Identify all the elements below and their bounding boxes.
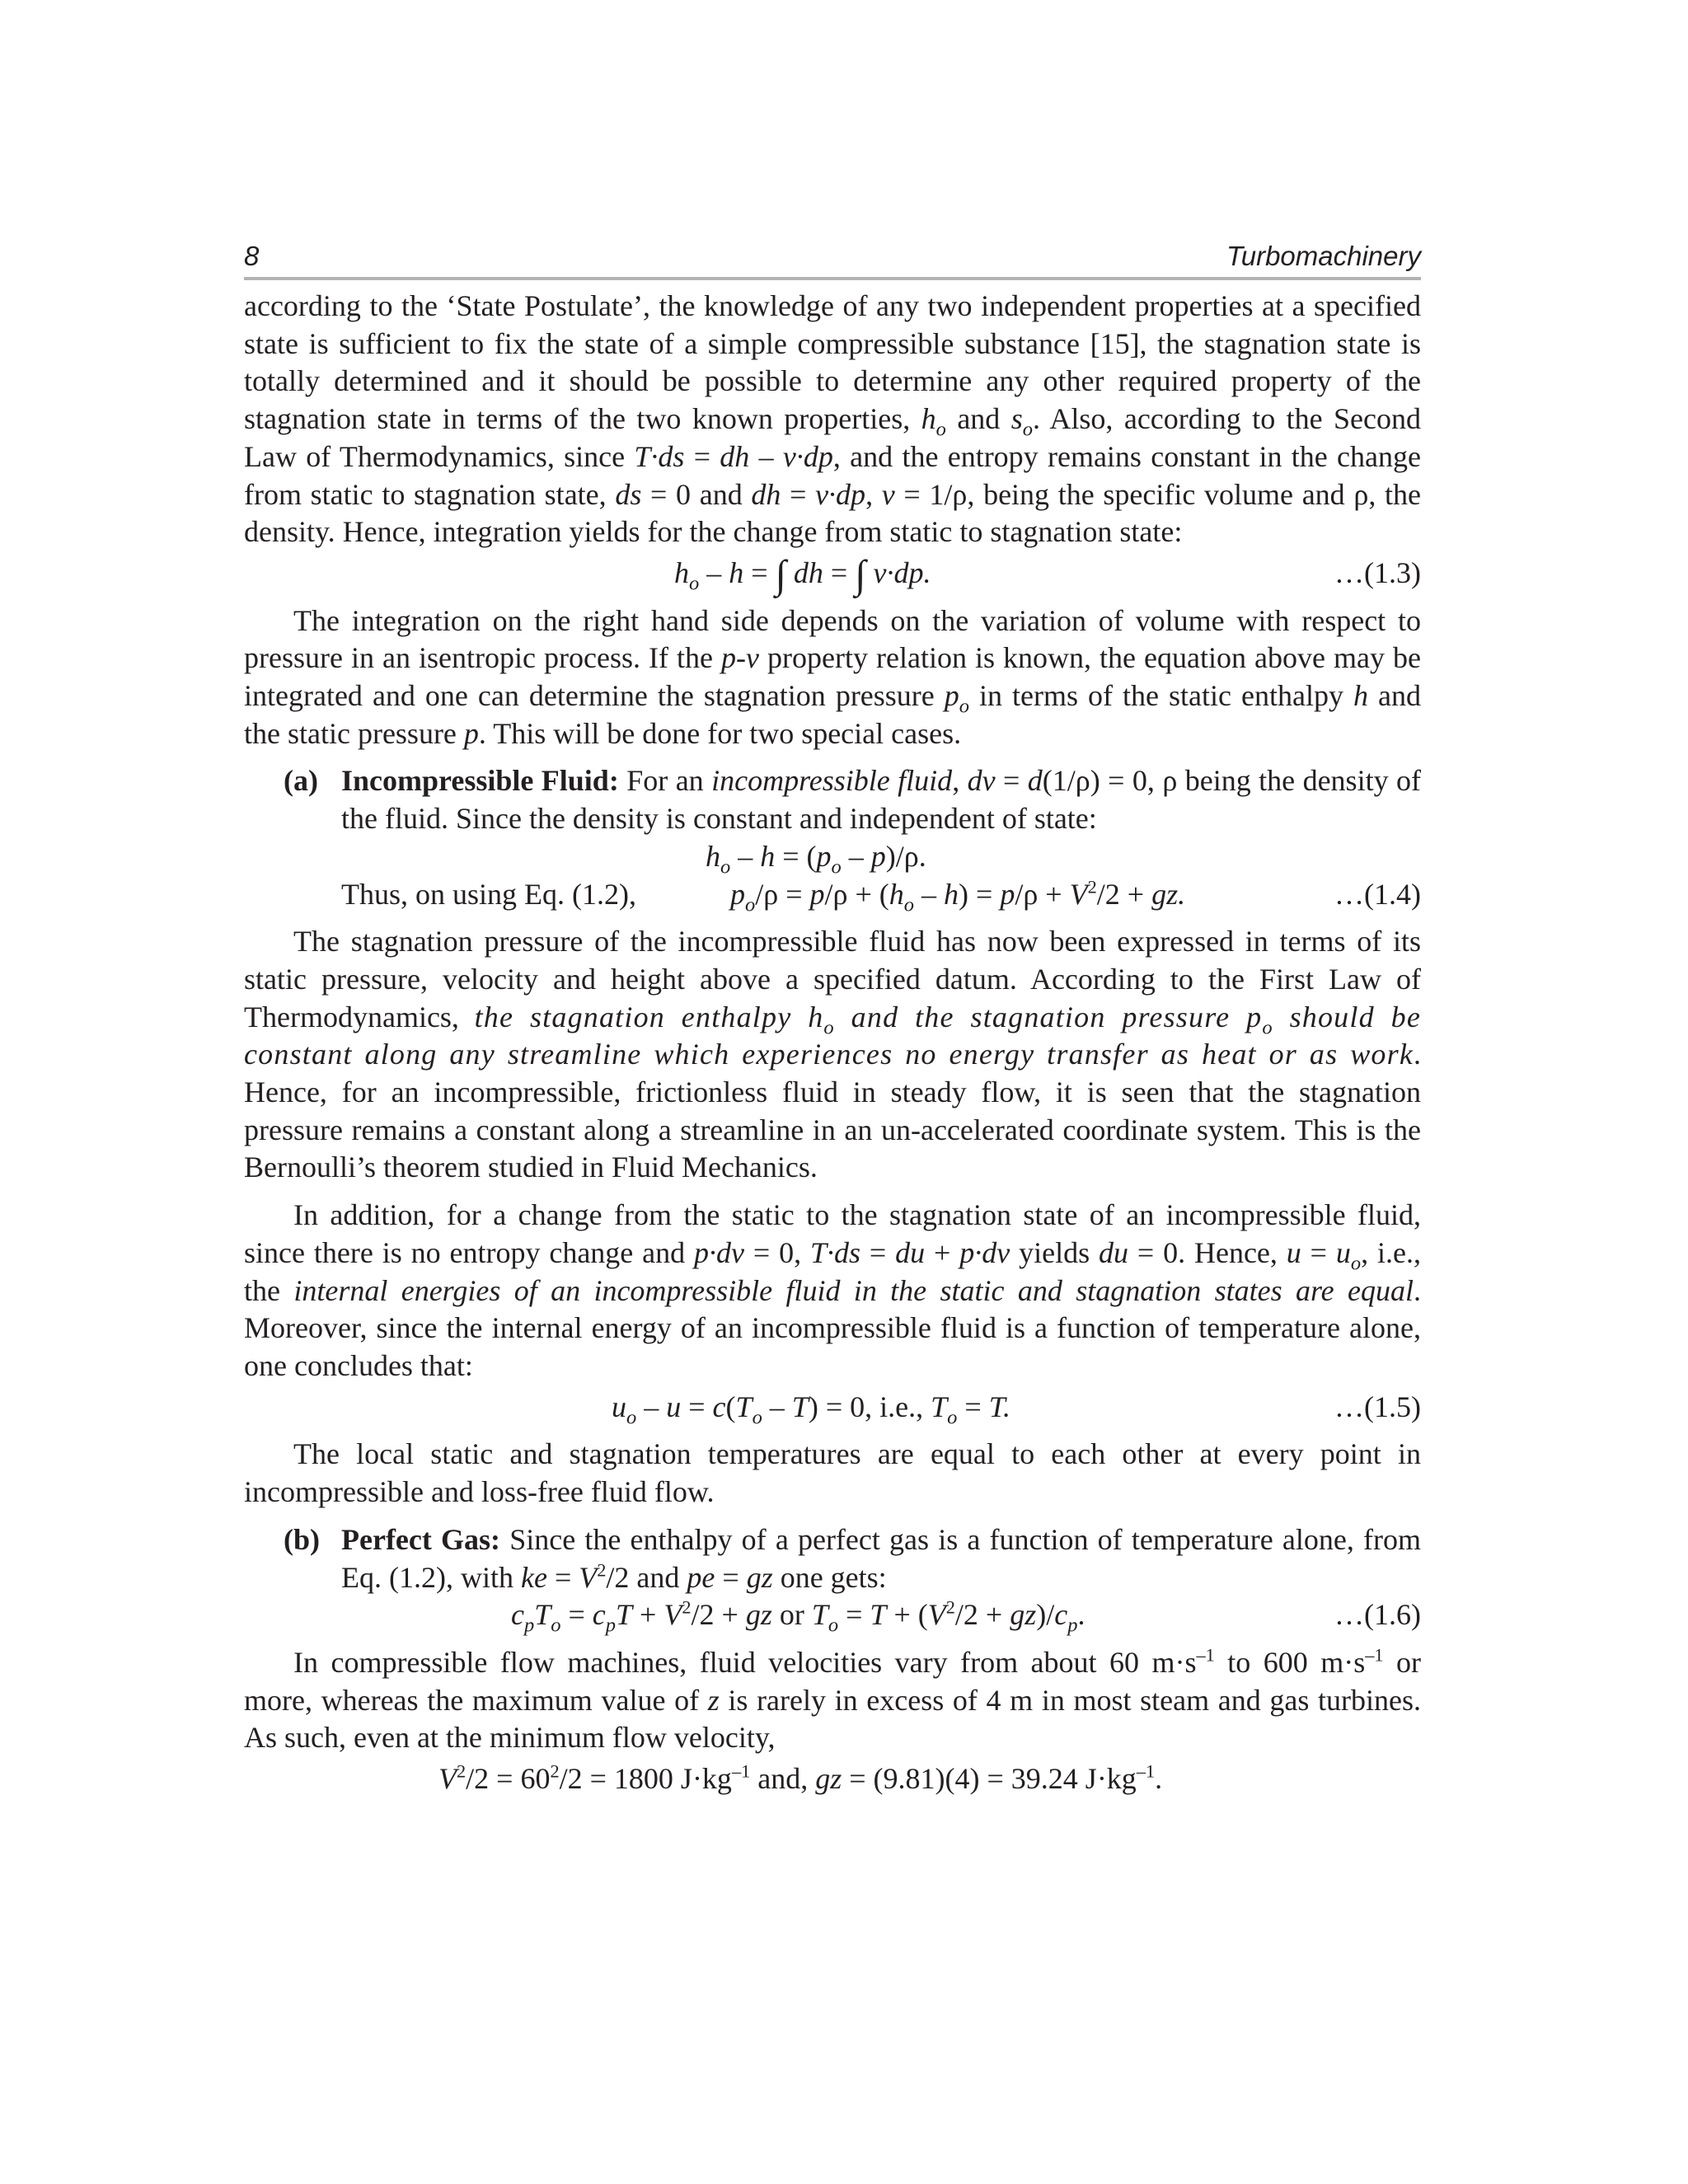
case-label: (a): [284, 764, 318, 798]
case-a-incompressible: (a) Incompressible Fluid: For an incompressible fluid, dv = d(1/ρ) = 0, ρ being the density of the fluid. Since the density is constant and independent of state: $h_o - h = (p_o - p)/\rho$. Thus, on using Eq. (1.2), $p_o/\rho = p/\rho + (h_o - h) = p/\rho + V^2/2$ + gz. …(1.4): [284, 764, 1421, 916]
integral-sign: ∫: [775, 551, 786, 597]
page-body: [244, 288, 1421, 1802]
header-rule: [244, 277, 1421, 280]
case-heading: Perfect Gas:: [341, 1522, 501, 1556]
page-number: 8: [244, 241, 260, 271]
equation-1-6: $c_pT_o = c_pT + V^2/2$ + gz or $T_o = T + (V^2/2 + gz)/c_p$. …(1.6): [511, 1596, 1421, 1637]
integral-sign: ∫: [855, 551, 866, 597]
running-header: [244, 241, 1421, 272]
equation-incompressible-enthalpy: $h_o - h = (p_o - p)/\rho$.: [706, 839, 926, 879]
running-title: Turbomachinery: [1226, 241, 1421, 271]
equation-1-4: Thus, on using Eq. (1.2), $p_o/\rho = p/\rho + (h_o - h) = p/\rho + V^2/2$ + gz. …(1.4): [341, 876, 1421, 916]
case-label: (b): [284, 1522, 320, 1556]
paragraph-bernoulli: The stagnation pressure of the incompressible fluid has now been expressed in terms of its static pressure, velocity and height above a specified datum. According to the First Law of Thermodynamics, the stagnation enthalpy $h_o$ and the stagnation pressure $p_o$ should be constant along any streamline which experiences no energy transfer as heat or as work. Hence, for an incompressible, frictionless fluid in steady flow, it is seen that the stagnation pressure remains a constant along a streamline in an un-accelerated coordinate system. This is the Bernoulli’s theorem studied in Fluid Mechanics.: [244, 925, 1421, 1184]
equation-number: …(1.5): [1334, 1390, 1421, 1423]
case-b-perfect-gas: (b) Perfect Gas: Since the enthalpy of a perfect gas is a function of temperature alone, from Eq. (1.2), with ke = $V^2/2$ and pe = gz one gets: $c_pT_o = c_pT + V^2/2$ + gz or $T_o = T + (V^2/2 + gz)/c_p$. …(1.6): [284, 1522, 1421, 1637]
paragraph-state-postulate: according to the ‘State Postulate’, the knowledge of any two independent properties at a specified state is sufficient to fix the state of a simple compressible substance [15], the stagnation state is totally determined and it should be possible to determine any other required property of the stagnation state in terms of the two known properties, $h_o$ and $s_o$. Also, according to the Second Law of Thermodynamics, since T·ds = dh – v·dp, and the entropy remains constant in the change from static to stagnation state, ds = 0 and dh = v·dp, v = 1/ρ, being the specific volume and ρ, the density. Hence, integration yields for the change from static to stagnation state:: [244, 289, 1421, 549]
equation-1-5: $u_o - u = c(T_o - T) = 0$, i.e., $T_o = T$. …(1.5): [612, 1390, 1421, 1429]
equation-number: …(1.4): [1334, 877, 1421, 911]
paragraph-integration: The integration on the right hand side depends on the variation of volume with respect to pressure in an isentropic process. If the p-v property relation is known, the equation above may be integrated and one can determine the stagnation pressure $p_o$ in terms of the static enthalpy h and the static pressure p. This will be done for two special cases.: [244, 603, 1421, 750]
paragraph-temperatures: The local static and stagnation temperatures are equal to each other at every point in incompressible and loss-free fluid flow.: [244, 1437, 1421, 1509]
case-heading: Incompressible Fluid:: [341, 764, 619, 798]
paragraph-compressible-flow: In compressible flow machines, fluid velocities vary from about 60 $m\cdot s^{-1}$ to 600 $m\cdot s^{-1}$ or more, whereas the maximum value of z is rarely in excess of 4 m in most steam and gas turbines. As such, even at the minimum flow velocity,: [244, 1644, 1421, 1755]
equation-1-3: $h_o$ – h = ∫ dh = ∫ v·dp. …(1.3): [674, 551, 1421, 597]
equation-number: …(1.3): [1334, 555, 1421, 589]
equation-energy-comparison: $V^2/2 = 60^2/2 = 1800$ $J\cdot kg^{-1}$ and, gz = (9.81)(4) = 39.24 $J\cdot kg^{-1}$.: [438, 1760, 1163, 1796]
paragraph-internal-energy: In addition, for a change from the static to the stagnation state of an incompressible fluid, since there is no entropy change and p·dv = 0, T·ds = du + p·dv yields du = 0. Hence, $u = u_o$, i.e., the internal energies of an incompressible fluid in the static and stagnation states are equal. Moreover, since the internal energy of an incompressible fluid is a function of temperature alone, one concludes that:: [244, 1198, 1422, 1382]
equation-number: …(1.6): [1334, 1598, 1421, 1632]
